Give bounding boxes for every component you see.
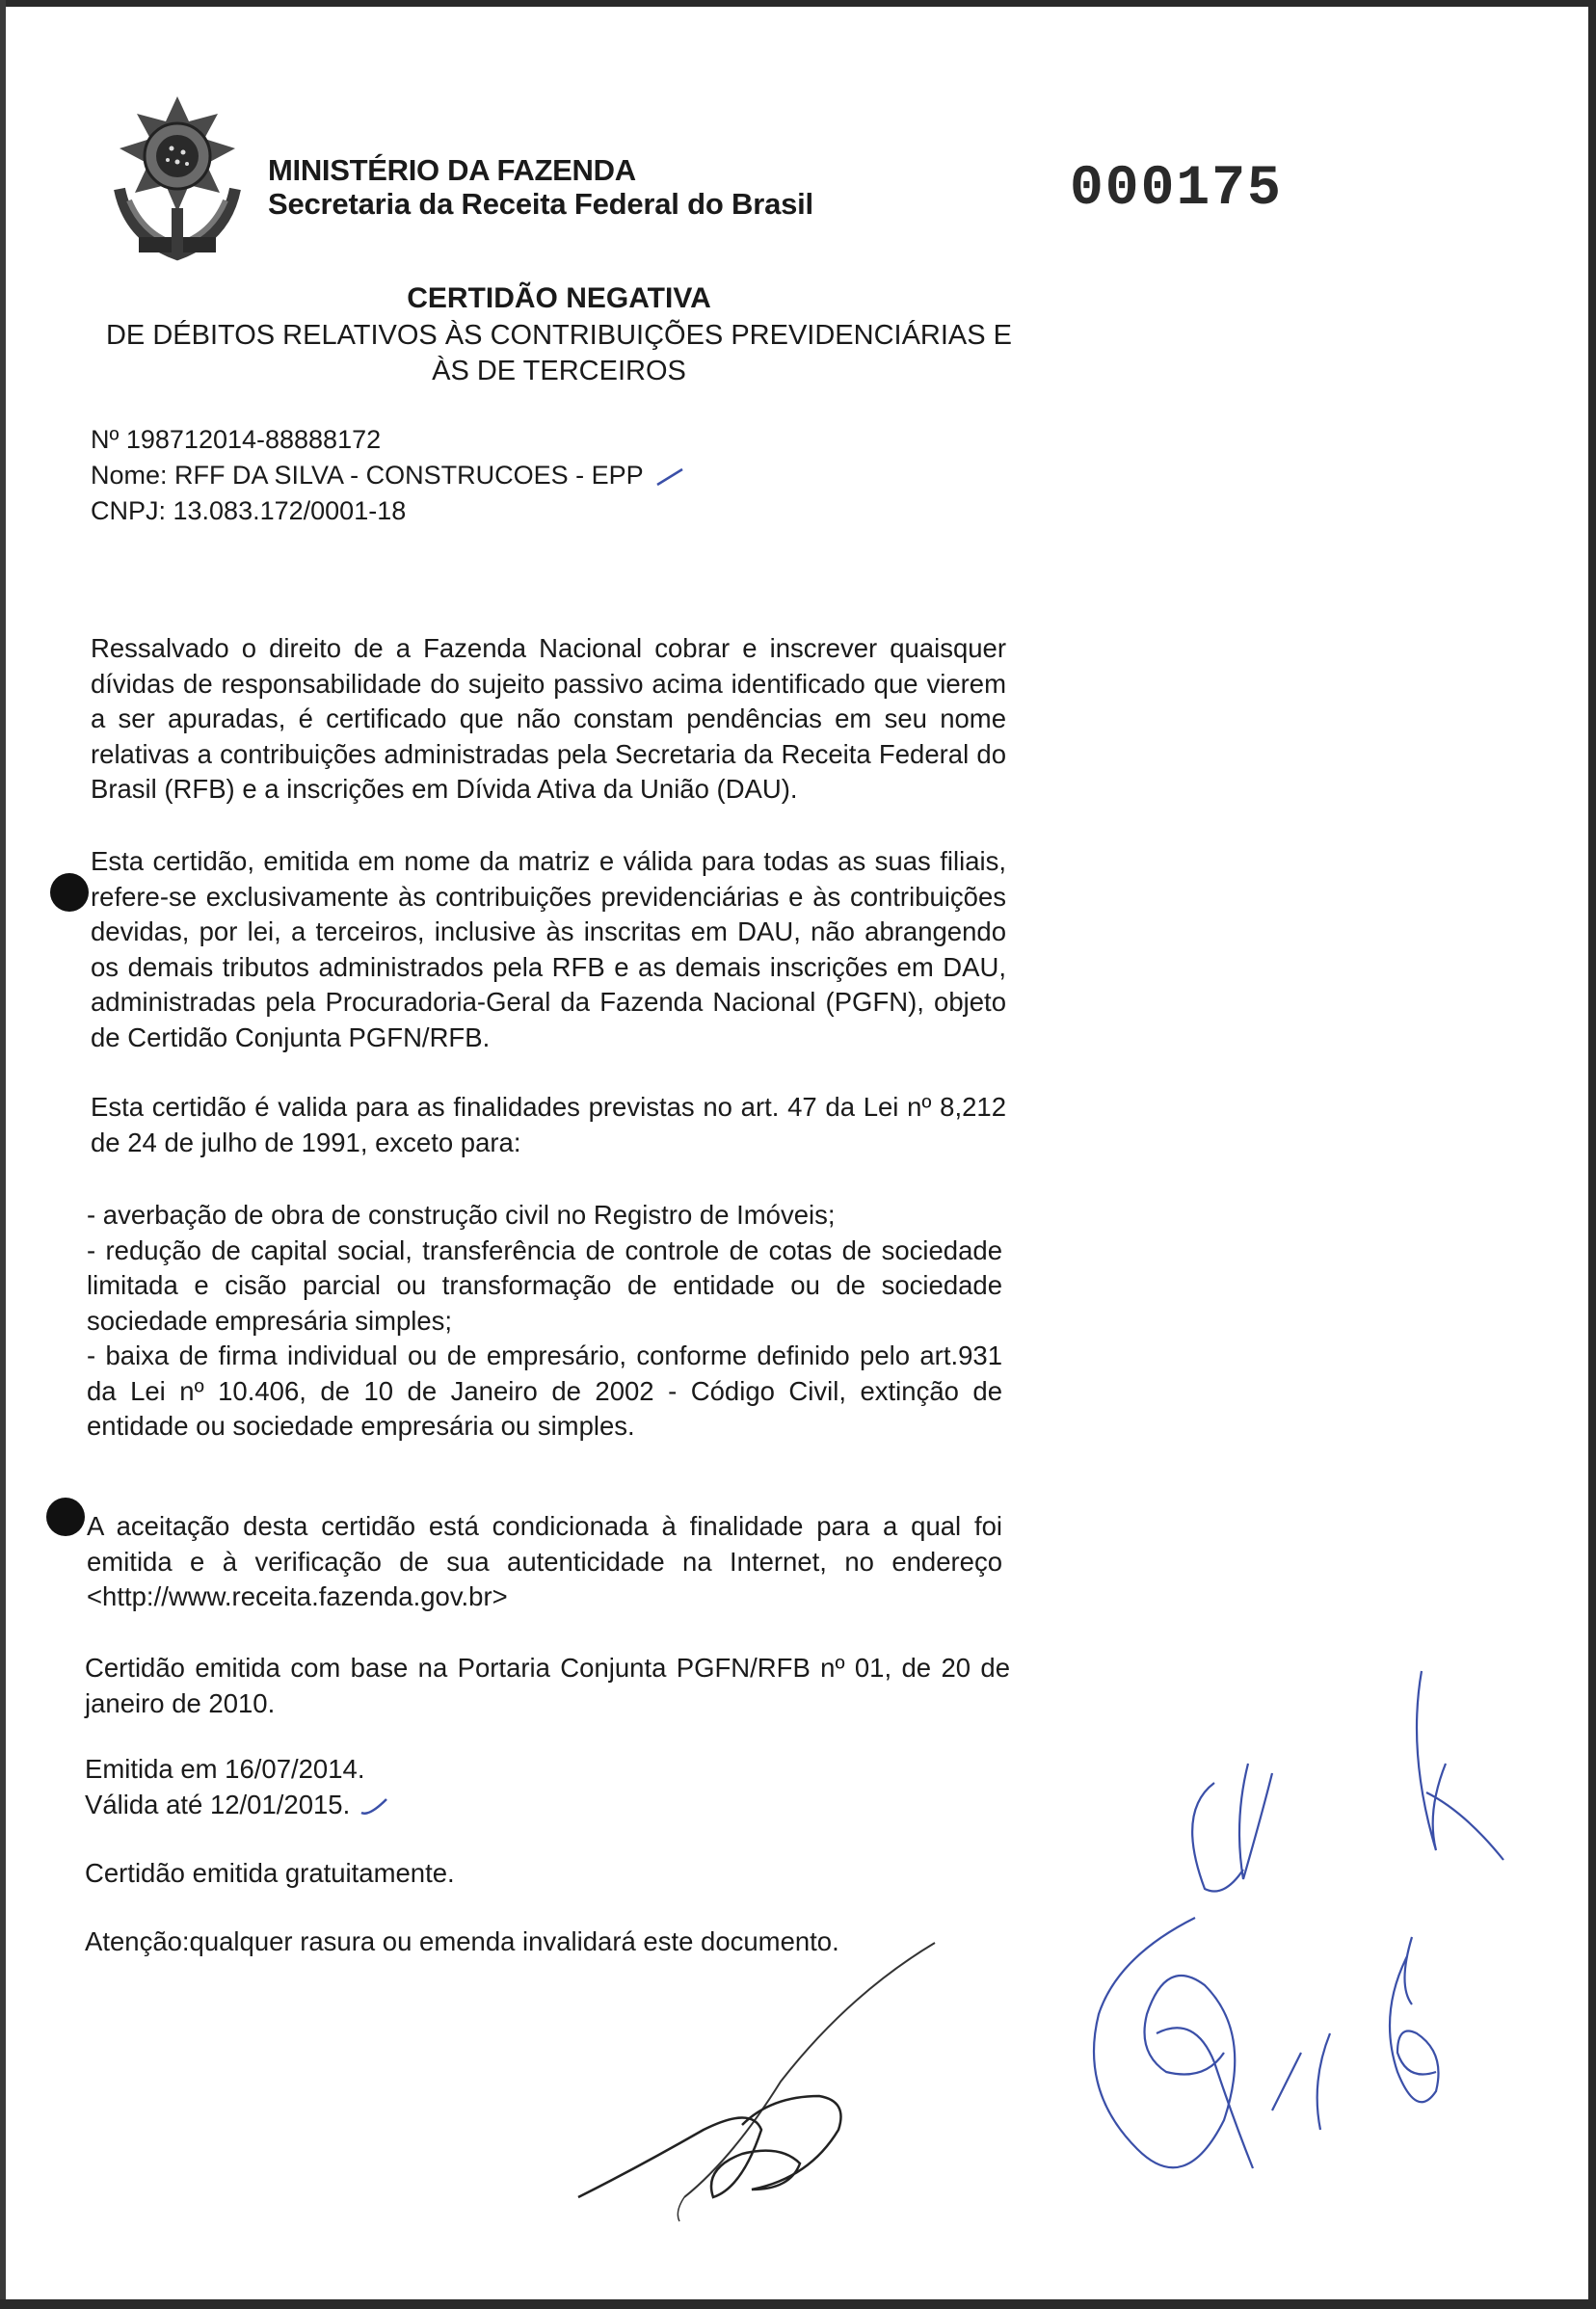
identification-block [91,422,686,529]
signature-main-icon [559,1937,964,2226]
check-mark-icon [358,1795,390,1818]
check-mark-icon [653,465,686,489]
certificate-subtitle [58,318,1060,389]
secretaria-name: Secretaria da Receita Federal do Brasil [268,187,813,221]
cnpj: CNPJ: 13.083.172/0001-18 [91,496,407,525]
company-name [91,458,686,493]
coat-of-arms-icon [100,93,254,271]
valid-until [85,1787,390,1822]
certificate-number: Nº 198712014-88888172 [91,425,382,454]
company-name-text: Nome: RFF DA SILVA - CONSTRUCOES - EPP [91,461,644,490]
scan-border-bottom [0,2299,1596,2309]
scan-border-top [0,0,1596,7]
emitted-date: Emitida em 16/07/2014. [85,1754,365,1784]
signature-initials-icon [1079,1667,1532,2226]
warning-note: Atenção:qualquer rasura ou emenda invalidará este documento. [85,1926,839,1956]
valid-until-text: Válida até 12/01/2015. [85,1790,351,1819]
paragraph-validity: Esta certidão é valida para as finalidades previstas no art. 47 da Lei nº 8,212 de 24 de julho de 1991, exceto para: [91,1092,1006,1157]
exception-item: - averbação de obra de construção civil no Registro de Imóveis; [87,1200,836,1230]
exception-item: - baixa de firma individual ou de empresário, conforme definido pelo art.931 da Lei nº 10.406, de 10 de Janeiro de 2002 - Código Civil, extinção de entidade ou sociedade empresária ou simples. [87,1340,1002,1441]
certificate-subtitle-line2: ÀS DE TERCEIROS [432,356,686,386]
paragraph-matriz: Esta certidão, emitida em nome da matriz e válida para todas as suas filiais, refere-se exclusivamente às contribuições previdenciárias e às contribuições devidas, por lei, a terceiros, inclusive às inscritas em DAU, não abrangendo os demais tributos administrados pela RFB e as demais inscrições em DAU, administradas pela Procuradoria-Geral da Fazenda Nacional (PGFN), objeto de Certidão Conjunta PGFN/RFB. [91,846,1006,1052]
certificate-subtitle-line1: DE DÉBITOS RELATIVOS ÀS CONTRIBUIÇÕES PREVIDENCIÁRIAS E [105,320,1013,351]
exceptions-list [87,1198,1002,1445]
certificate-title: CERTIDÃO NEGATIVA [407,282,711,314]
exception-item: - redução de capital social, transferência de controle de cotas de sociedade limitada e cisão parcial ou transformação de entidade ou de sociedade sociedade empresária simples; [87,1234,1002,1336]
punch-hole [46,1498,85,1536]
scan-border-left [0,0,6,2309]
paragraph-portaria: Certidão emitida com base na Portaria Conjunta PGFN/RFB nº 01, de 20 de janeiro de 2010. [85,1653,1010,1718]
scan-border-right [1588,0,1596,2309]
dates-block [85,1751,390,1822]
paragraph-acceptance: A aceitação desta certidão está condicionada à finalidade para a qual foi emitida e à verificação de sua autenticidade na Internet, no endereço <http://www.receita.fazenda.gov.br> [87,1511,1002,1611]
page-stamp-number: 000175 [1070,158,1283,221]
paragraph-ressalvado: Ressalvado o direito de a Fazenda Nacional cobrar e inscrever quaisquer dívidas de responsabilidade do sujeito passivo acima identificado que vierem a ser apuradas, é certificado que não constam pendências em seu nome relativas a contribuições administradas pela Secretaria da Receita Federal do Brasil (RFB) e a inscrições em Dívida Ativa da União (DAU). [91,633,1006,804]
ministry-name: MINISTÉRIO DA FAZENDA [268,153,636,187]
punch-hole [50,873,89,912]
free-issue-note: Certidão emitida gratuitamente. [85,1858,455,1888]
